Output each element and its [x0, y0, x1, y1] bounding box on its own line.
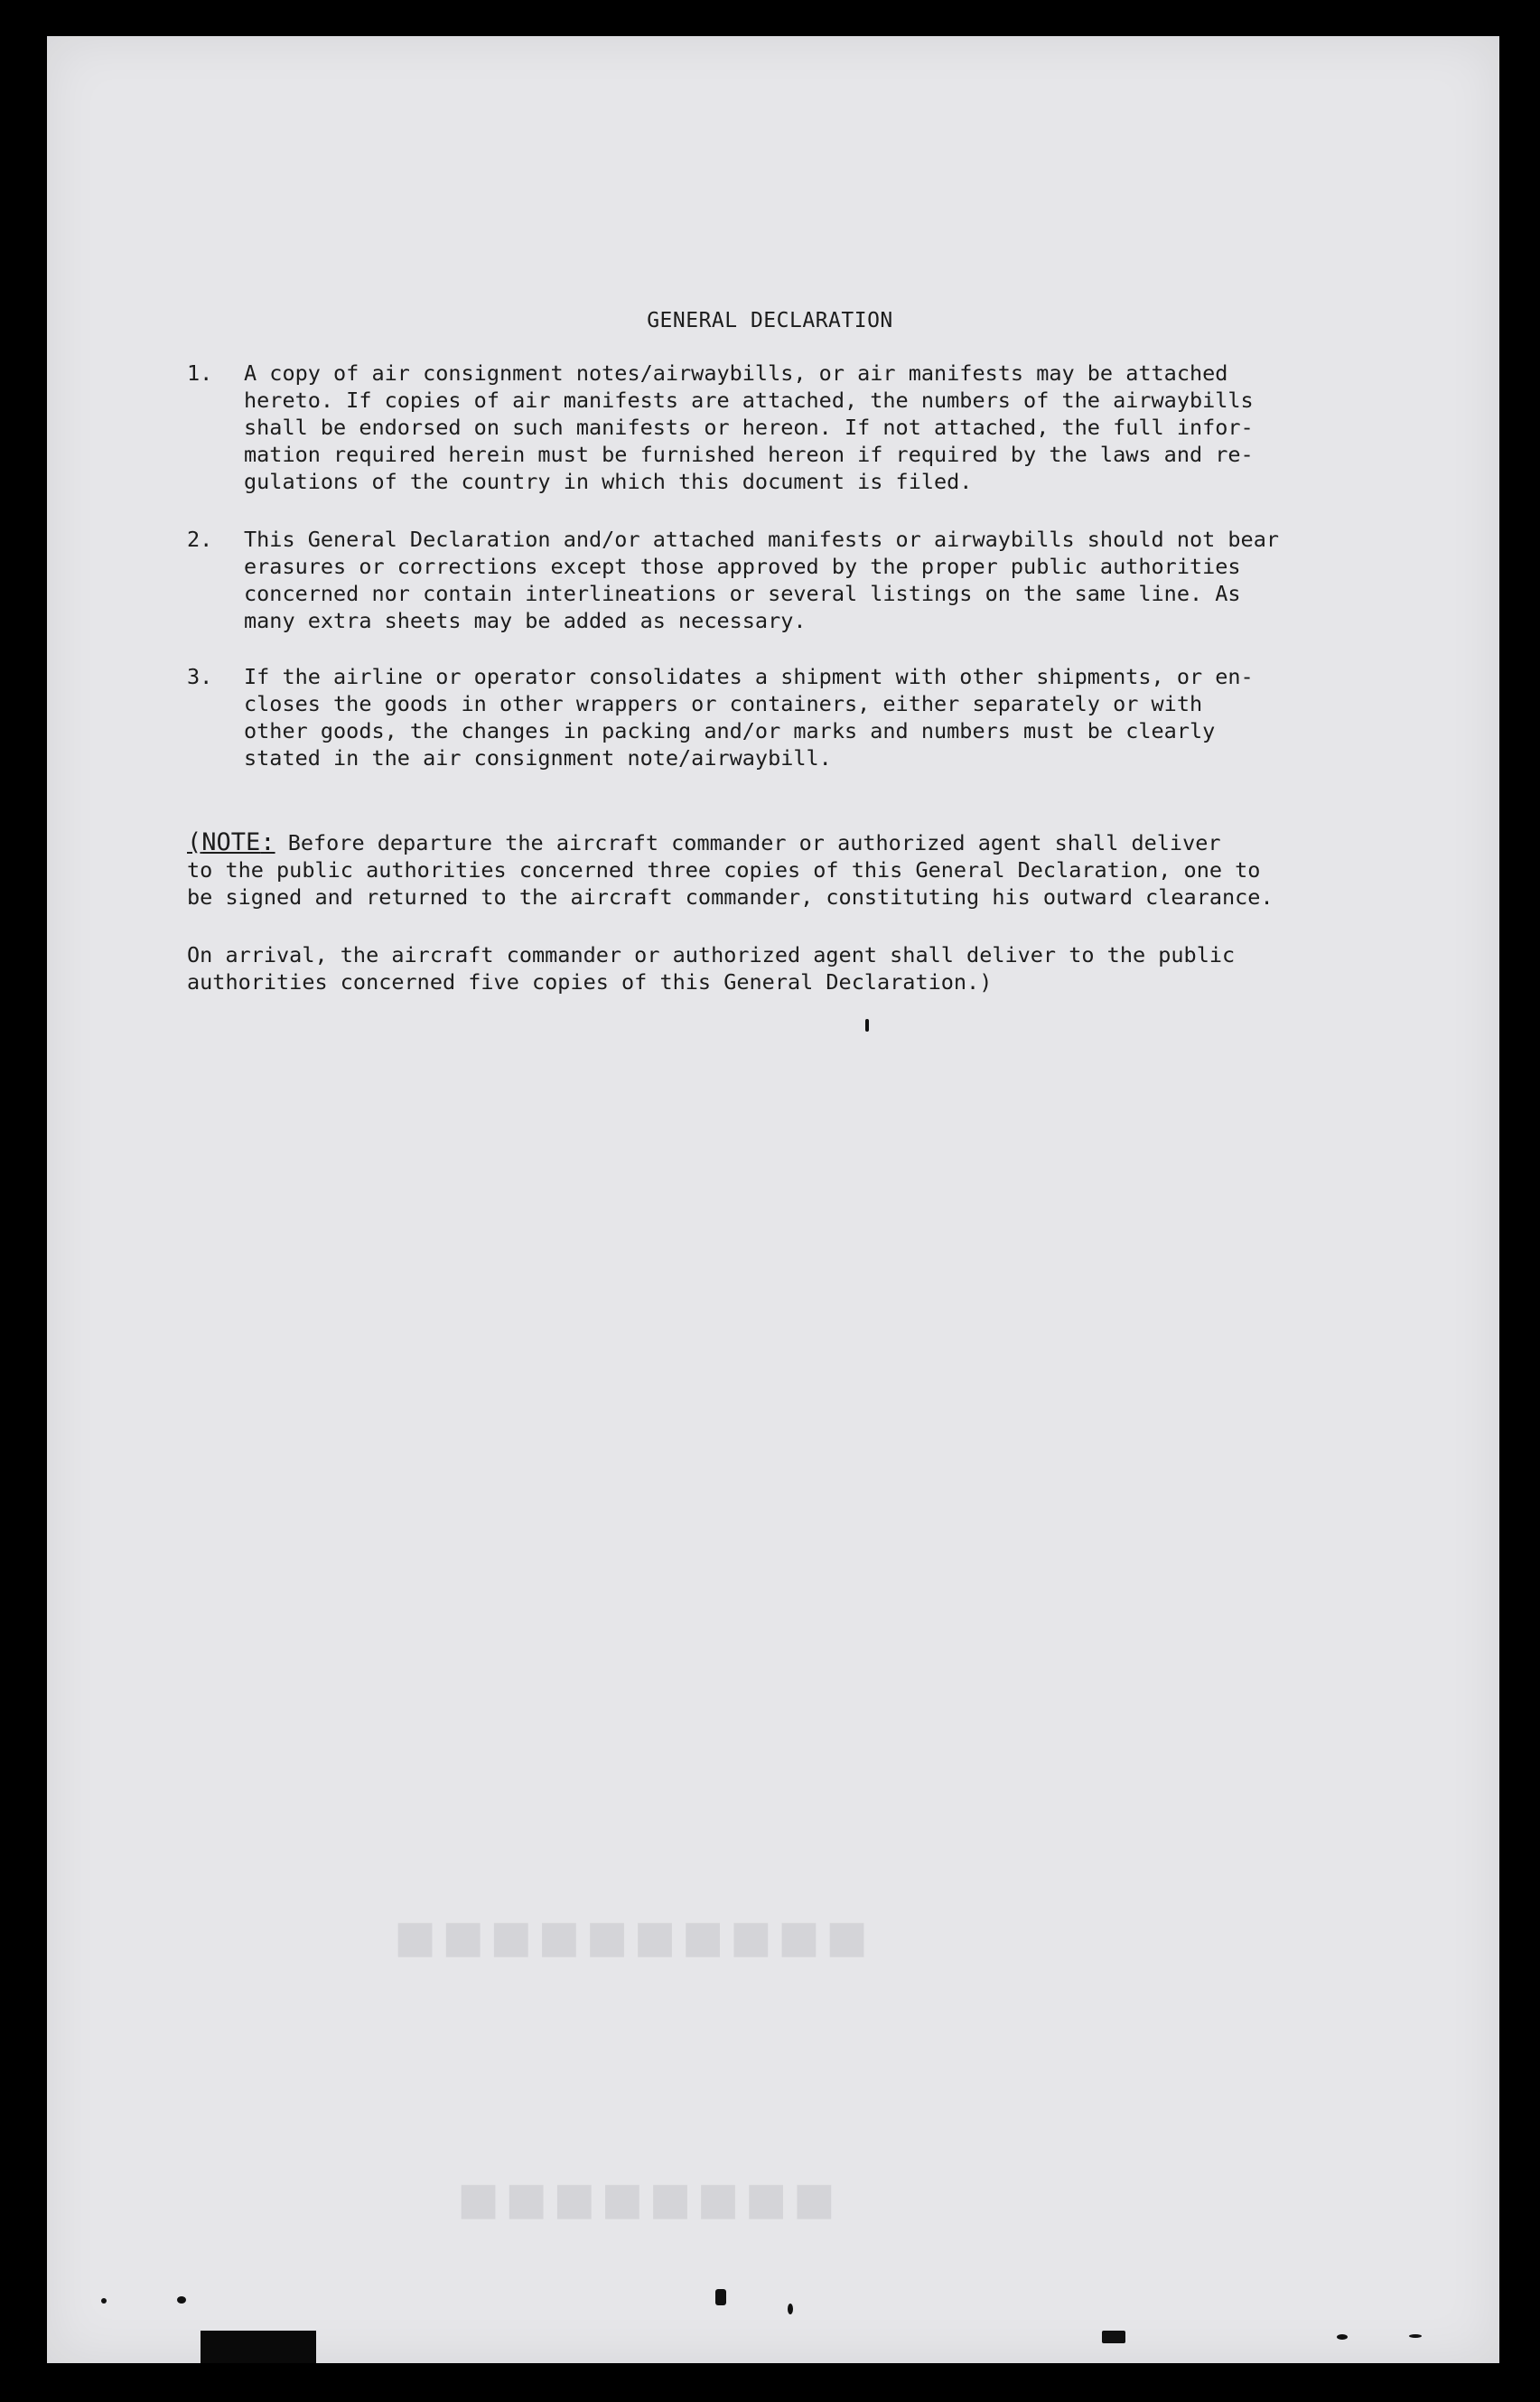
- scan-speck: [177, 2296, 186, 2304]
- scan-speck: [715, 2289, 726, 2305]
- scan-speck: [1337, 2334, 1348, 2340]
- scan-speck: [101, 2298, 107, 2304]
- arrival-paragraph: On arrival, the aircraft commander or authorized agent shall deliver to the public authorities concerned five copies of this General Declaration.): [187, 942, 1236, 995]
- note-paragraph: [187, 829, 1361, 911]
- item-text: A copy of air consignment notes/airwaybills, or air manifests may be attached hereto. If copies of air manifests are attached, the numbers of the airwaybills shall be endorsed on such manifests or hereon. If not attached, the full infor- mation required herein must be furnished hereon if required by the laws and re- gulations of the country in which this document is filed.: [244, 360, 1254, 494]
- document-title: GENERAL DECLARATION: [647, 309, 893, 332]
- item-text: This General Declaration and/or attached manifests or airwaybills should not bear erasures or corrections except those approved by the proper public authorities concerned nor contain interlineations or several listings on the same line. As many extra sheets may be added as necessary.: [244, 527, 1280, 633]
- item-number: 2.: [187, 527, 213, 552]
- item-number: 1.: [187, 360, 213, 386]
- scan-speck: [1409, 2334, 1422, 2338]
- note-text: Before departure the aircraft commander or authorized agent shall deliver to the public authorities concerned three copies of this General Declaration, one to be signed and returned to the aircraft commander, constituting his outward clearance.: [187, 830, 1274, 910]
- item-number: 3.: [187, 664, 213, 689]
- note-open-paren: (: [187, 828, 202, 856]
- note-label: NOTE: [201, 828, 261, 856]
- item-text: If the airline or operator consolidates a shipment with other shipments, or en- closes the goods in other wrappers or containers, either separately or with other goods, the changes in packing and/or marks and numbers must be clearly stated in the air consignment note/airwaybill.: [244, 664, 1254, 771]
- scan-speck: [865, 1019, 869, 1032]
- scan-speck: [1102, 2331, 1125, 2343]
- binding-tab: [201, 2331, 316, 2363]
- note-colon: :: [260, 828, 275, 856]
- scan-speck: [788, 2304, 793, 2314]
